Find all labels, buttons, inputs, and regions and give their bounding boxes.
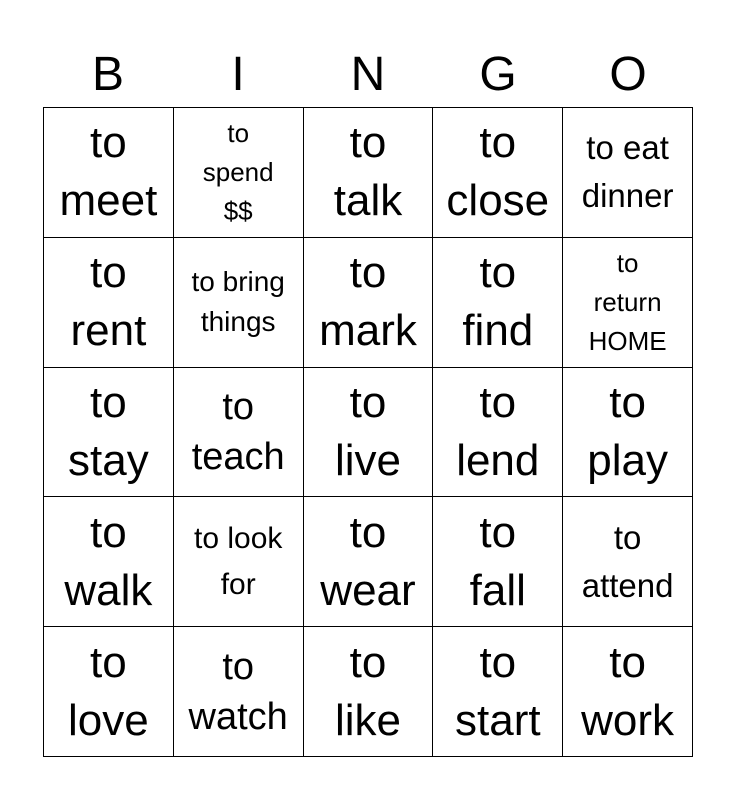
cell-text: to lend [456,377,540,485]
cell-text: to start [455,637,541,745]
bingo-cell[interactable] [44,368,174,498]
cell-text: to meet [59,118,158,226]
cell-text: to attend [581,518,674,604]
cell-text: to love [68,637,149,745]
bingo-cell[interactable] [304,497,434,627]
cell-text: to spend $$ [202,117,274,226]
header-letter-g: G [479,48,517,101]
bingo-cell[interactable] [44,497,174,627]
bingo-cell[interactable] [304,627,434,757]
bingo-cell[interactable] [304,368,434,498]
bingo-cell[interactable] [174,627,304,757]
bingo-cell[interactable] [563,368,693,498]
bingo-cell[interactable] [304,108,434,238]
cell-text: to mark [319,248,417,356]
header-letter-o: O [609,48,647,101]
cell-text: to like [334,637,401,745]
bingo-cell[interactable] [563,497,693,627]
cell-text: to look for [194,521,283,601]
cell-text: to walk [64,507,153,615]
bingo-board [43,107,693,757]
cell-text: to eat dinner [581,129,674,215]
cell-text: to play [587,377,668,485]
cell-text: to return HOME [588,247,667,356]
bingo-cell[interactable] [563,238,693,368]
bingo-header [43,46,693,104]
header-letter-n: N [350,48,386,101]
cell-text: to bring things [191,266,285,338]
bingo-cell[interactable] [174,238,304,368]
cell-text: to watch [188,645,288,738]
bingo-cell[interactable] [433,368,563,498]
cell-text: to fall [469,507,526,615]
cell-text: to live [334,377,401,485]
bingo-cell[interactable] [174,368,304,498]
cell-text: to rent [70,248,147,356]
bingo-cell[interactable] [433,497,563,627]
header-letter-b: B [91,48,124,101]
bingo-cell[interactable] [563,108,693,238]
cell-text: to close [446,118,550,226]
bingo-cell[interactable] [174,108,304,238]
bingo-cell[interactable] [433,627,563,757]
bingo-cell[interactable] [433,108,563,238]
bingo-cell[interactable] [174,497,304,627]
header-letter-i: I [231,48,245,101]
bingo-cell[interactable] [44,108,174,238]
cell-text: to find [462,248,534,356]
bingo-cell[interactable] [433,238,563,368]
cell-text: to stay [68,377,149,485]
bingo-cell[interactable] [44,627,174,757]
cell-text: to talk [333,118,403,226]
bingo-cell[interactable] [563,627,693,757]
cell-text: to work [581,637,675,745]
cell-text: to teach [191,385,285,478]
bingo-cell[interactable] [304,238,434,368]
bingo-cell[interactable] [44,238,174,368]
cell-text: to wear [320,507,416,615]
